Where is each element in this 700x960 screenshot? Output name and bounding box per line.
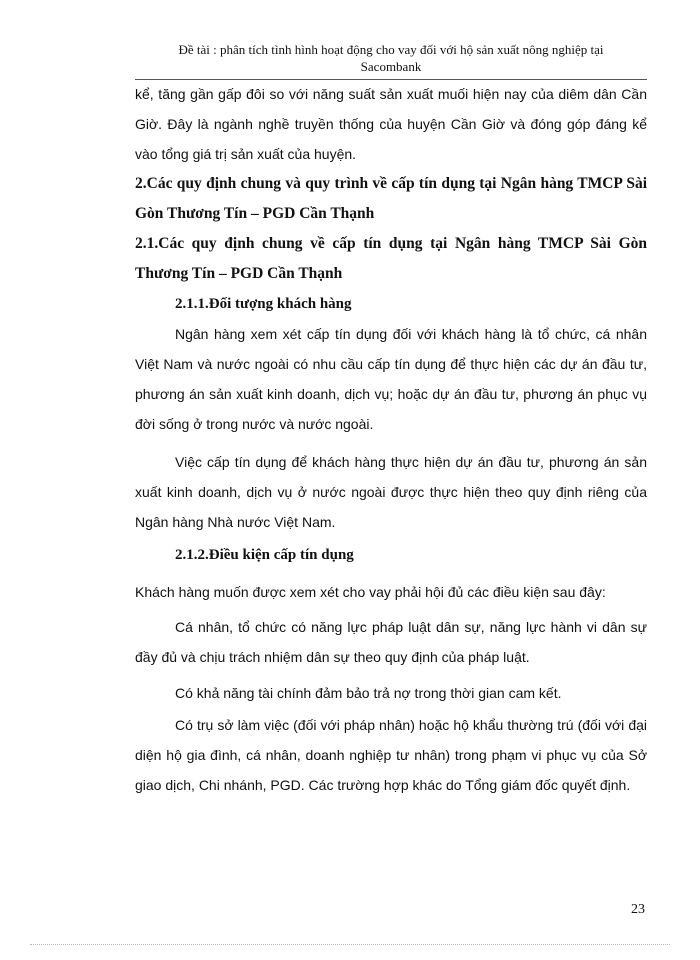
section-2-1-2-heading: 2.1.2.Điều kiện cấp tín dụng [175, 547, 354, 563]
section-2-1-1-heading: 2.1.1.Đối tượng khách hàng [175, 296, 352, 312]
condition-residence: Có trụ sở làm việc (đối với pháp nhân) hoặc hộ khẩu thường trú (đối với đại diện hộ gia đình, cá nhân, doanh nghiệp tư nhân) trong phạm vi phục vụ của Sở giao dịch, Chi nhánh, PGD. Các trường hợp khác do Tổng giám đốc quyết định. [135, 717, 647, 793]
condition-financial-ability: Có khả năng tài chính đảm bảo trả nợ trong thời gian cam kết. [175, 685, 562, 701]
intro-paragraph: kể, tăng gần gấp đôi so với năng suất sản xuất muối hiện nay của diêm dân Cần Giờ. Đây là ngành nghề truyền thống của huyện Cần Giờ và đóng góp đáng kể vào tổng giá trị sản xuất của huyện. [135, 86, 647, 162]
header-title-line-2: Sacombank [360, 59, 422, 74]
running-header [135, 41, 647, 75]
header-title-line: Đề tài : phân tích tình hình hoạt động cho vay đối với hộ sản xuất nông nghiệp tại [178, 42, 604, 57]
section-2-heading: 2.Các quy định chung và quy trình về cấp tín dụng tại Ngân hàng TMCP Sài Gòn Thương Tín – PGD Cần Thạnh [135, 175, 647, 222]
footer-rule [30, 944, 670, 945]
paragraph-conditions-lead: Khách hàng muốn được xem xét cho vay phải hội đủ các điều kiện sau đây: [135, 584, 606, 600]
paragraph-overseas-credit: Việc cấp tín dụng để khách hàng thực hiện dự án đầu tư, phương án sản xuất kinh doanh, dịch vụ ở nước ngoài được thực hiện theo quy định riêng của Ngân hàng Nhà nước Việt Nam. [135, 454, 647, 530]
page-number: 23 [631, 902, 645, 917]
paragraph-customer-eligibility: Ngân hàng xem xét cấp tín dụng đối với khách hàng là tổ chức, cá nhân Việt Nam và nước ngoài có nhu cầu cấp tín dụng để thực hiện các dự án đầu tư, phương án sản xuất kinh doanh, dịch vụ; hoặc dự án đầu tư, phương án phục vụ đời sống ở trong nước và nước ngoài. [135, 326, 647, 432]
condition-legal-capacity: Cá nhân, tổ chức có năng lực pháp luật dân sự, năng lực hành vi dân sự đầy đủ và chịu trách nhiệm dân sự theo quy định của pháp luật. [135, 619, 647, 665]
section-2-1-heading: 2.1.Các quy định chung về cấp tín dụng tại Ngân hàng TMCP Sài Gòn Thương Tín – PGD Cần Thạnh [135, 235, 647, 282]
